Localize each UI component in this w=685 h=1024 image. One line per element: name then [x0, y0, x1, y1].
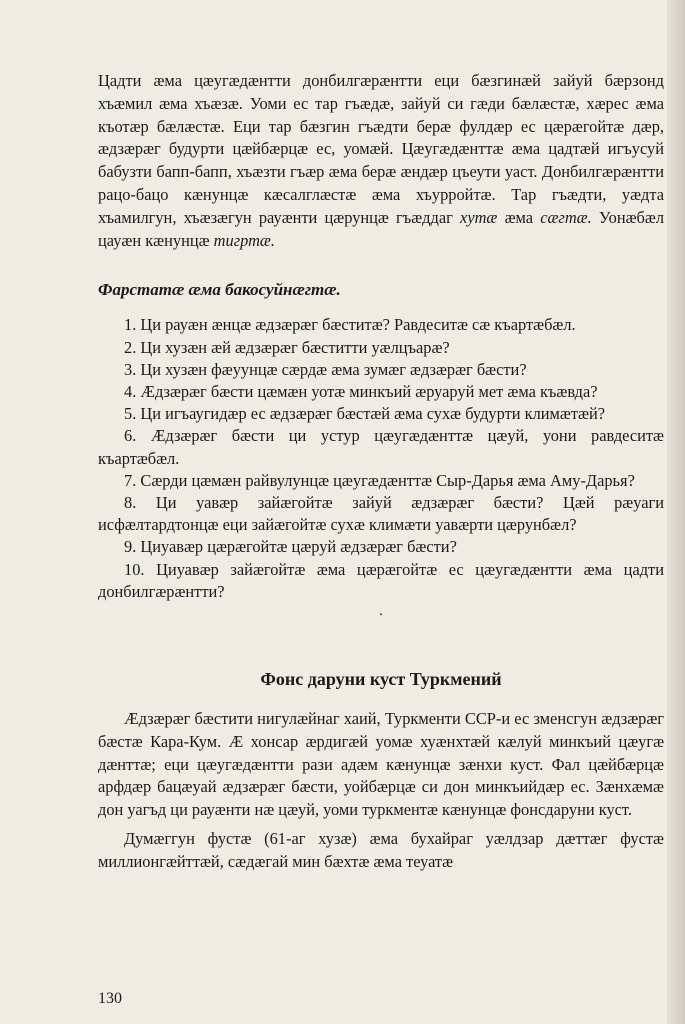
intro-mid: æма [504, 207, 534, 227]
questions-title: Фарстатæ æма бакосуйнæгтæ. [98, 280, 341, 300]
intro-italic-word-3: тигртæ. [213, 230, 275, 250]
questions-list [98, 314, 664, 603]
section-paragraph-2: Думæггун фустæ (61-аг хузæ) æма бухайраг уæлдзар дæттæг фустæ миллионгæйттæй, сæдæгай мин бæхтæ æма теуатæ [98, 829, 664, 871]
page-edge-shadow [667, 0, 685, 1024]
section-heading: Фонс даруни куст Туркмений [260, 669, 502, 690]
question-item: 7. Сæрди цæмæн райвулунцæ цæугæдæнттæ Сыр-Дарья æма Аму-Дарья? [124, 470, 635, 490]
intro-paragraph [98, 70, 664, 252]
question-item: 9. Циуавæр цæрæгойтæ цæруй æдзæрæг бæсти? [124, 537, 457, 557]
page-content [98, 70, 664, 874]
question-item: 5. Ци игъаугидæр ес æдзæрæг бæстæй æма сухæ будурти климæтæй? [124, 404, 605, 424]
intro-end: Уонæбæл цауæн кæнунцæ [98, 207, 664, 250]
intro-italic-word-1: хутæ [460, 207, 498, 227]
question-item: 4. Æдзæрæг бæсти цæмæн уотæ минкъий æруаруй мет æма къæвда? [124, 381, 598, 401]
question-item: 2. Ци хузæн æй æдзæрæг бæститти уæлцъарæ? [124, 337, 450, 357]
intro-text: Цадти æма цæугæдæнтти донбилгæрæнтти еци бæзгинæй зайуй бæрзонд хъæмил æма хъæзæ. Уоми ес тар гъæдæ, зайуй си гæди бæлæстæ, хæрес æма къотæр бæлæстæ. Еци тар бæзгин гъæдти берæ фулдæр ес цæрæгойтæ дæр, æдзæрæг будурти цæйбæрцæ ес, уомæй. Цæугæдæнттæ æма цадтæй игъусуй бабузти бапп-бапп, хъæзти гъæр æма берæ æндæр цъеути уаст. Донбилгæрæнтти рацо-бацо кæнунцæ кæсалглæстæ æма хъурройтæ. Тар гъæдти, уæдта хъамилгун, хъæзæгун рауæнти цæрунцæ гъæддаг [98, 71, 664, 227]
page-number: 130 [98, 990, 122, 1007]
question-item: 10. Циуавæр зайæгойтæ æма цæрæгойтæ ес цæугæдæнтти æма цадти донбилгæрæнтти? [98, 559, 664, 601]
question-item: 6. Æдзæрæг бæсти ци устур цæугæдæнттæ цæуй, уони равдеситæ къартæбæл. [98, 426, 664, 468]
question-item: 1. Ци рауæн æнцæ æдзæрæг бæститæ? Равдеситæ сæ къартæбæл. [124, 315, 576, 335]
separator-dot: • [379, 610, 383, 622]
question-item: 3. Ци хузæн фæуунцæ сæрдæ æма зумæг æдзæрæг бæсти? [124, 359, 527, 379]
section-paragraph-1: Æдзæрæг бæстити нигулæйнаг хаий, Туркменти ССР-и ес зменсгун æдзæрæг бæстæ Кара-Кум. Æ хонсар æрдигæй уомæ хуæнхтæй кæлуй минкъий цæугæ дæнттæ; еци цæугæдæнтти рази адæм кæнунцæ зæнхи куст. Фал цæйбæрцæ арфдæр бацæуай æдзæрæг бæсти, уойбæрцæ си дон минкъийдæр ес. Зæнхæмæ дон уагъд ци рауæнти нæ цæуй, уоми туркментæ кæнунцæ фонсдаруни куст. [98, 709, 664, 820]
intro-italic-word-2: сæгтæ. [540, 207, 592, 227]
question-item: 8. Ци уавæр зайæгойтæ зайуй æдзæрæг бæсти? Цæй рæуаги исфæлтардтонцæ еци зайæгойтæ сухæ климæти уавæрти цæрунбæл? [98, 493, 664, 535]
